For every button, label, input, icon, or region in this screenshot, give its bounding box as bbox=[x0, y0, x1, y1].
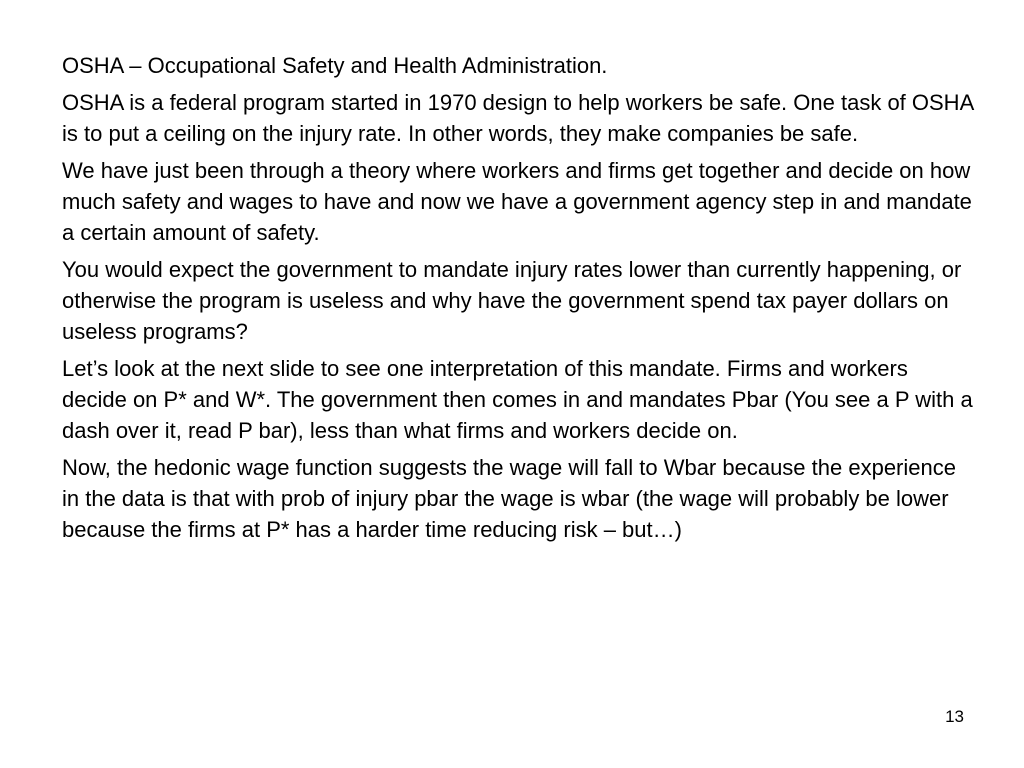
paragraph-expectation: You would expect the government to mandate injury rates lower than currently happening, or otherwise the program is useless and why have the government spend tax payer dollars on useless programs? bbox=[62, 257, 962, 344]
paragraph-theory-recap: We have just been through a theory where workers and firms get together and decide on how much safety and wages to have and now we have a government agency step in and mandate a certain amount of safety. bbox=[62, 158, 972, 245]
slide-body bbox=[62, 50, 977, 551]
paragraph-next-slide: Let’s look at the next slide to see one interpretation of this mandate. Firms and workers decide on P* and W*. The government then comes in and mandates Pbar (You see a P with a dash over it, read P bar), less than what firms and workers decide on. bbox=[62, 356, 973, 443]
paragraph-osha-definition: OSHA – Occupational Safety and Health Administration. bbox=[62, 53, 608, 78]
paragraph-hedonic-wage: Now, the hedonic wage function suggests the wage will fall to Wbar because the experience in the data is that with prob of injury pbar the wage is wbar (the wage will probably be lower because the firms at P* has a harder time reducing risk – but…) bbox=[62, 455, 956, 542]
page-number: 13 bbox=[945, 707, 964, 726]
paragraph-osha-program: OSHA is a federal program started in 1970 design to help workers be safe. One task of OSHA is to put a ceiling on the injury rate. In other words, they make companies be safe. bbox=[62, 90, 974, 146]
